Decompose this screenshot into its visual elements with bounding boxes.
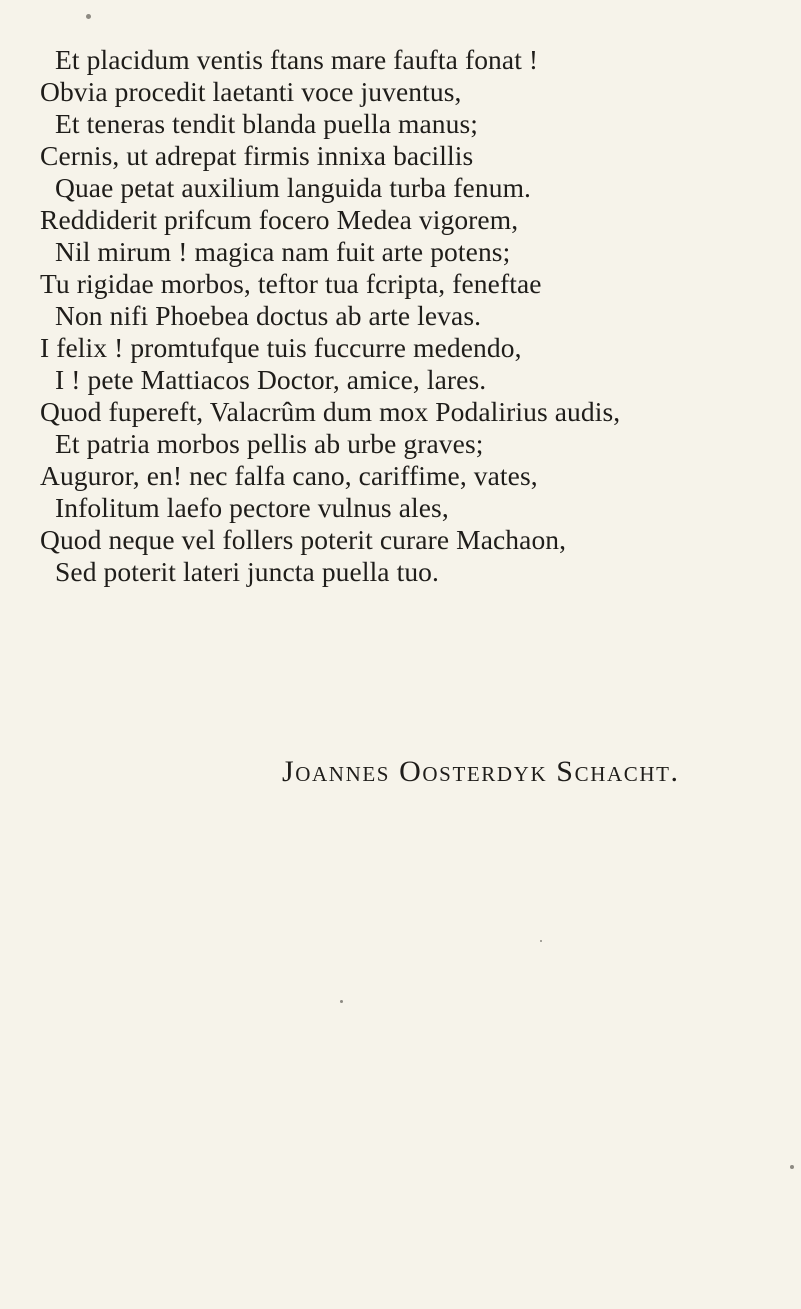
poem-line: Reddiderit prifcum focero Medea vigorem, xyxy=(40,204,519,235)
poem-line: Cernis, ut adrepat firmis innixa bacillis xyxy=(40,140,474,171)
poem-line: Quod neque vel follers poterit curare Machaon, xyxy=(40,524,567,555)
poem-line: Et patria morbos pellis ab urbe graves; xyxy=(55,428,484,459)
poem-line: Et placidum ventis ftans mare faufta fonat ! xyxy=(55,44,539,75)
poem-line: I ! pete Mattiacos Doctor, amice, lares. xyxy=(55,364,487,395)
author-signature: Joannes Oosterdyk Schacht. xyxy=(282,755,680,788)
ink-speck xyxy=(340,1000,343,1003)
poem-line: Auguror, en! nec falfa cano, cariffime, vates, xyxy=(40,460,538,491)
poem-line: Non nifi Phoebea doctus ab arte levas. xyxy=(55,300,482,331)
poem-line: Sed poterit lateri juncta puella tuo. xyxy=(55,556,439,587)
poem-line: Tu rigidae morbos, teftor tua fcripta, feneftae xyxy=(40,268,542,299)
poem-line: Infolitum laefo pectore vulnus ales, xyxy=(55,492,449,523)
poem-line: Quod fupereft, Valacrûm dum mox Podalirius audis, xyxy=(40,396,621,427)
poem-line: Obvia procedit laetanti voce juventus, xyxy=(40,76,462,107)
ink-speck xyxy=(86,14,91,19)
ink-speck xyxy=(540,940,542,942)
poem-line: Nil mirum ! magica nam fuit arte potens; xyxy=(55,236,511,267)
poem-line: Quae petat auxilium languida turba fenum. xyxy=(55,172,532,203)
poem-line: Et teneras tendit blanda puella manus; xyxy=(55,108,479,139)
ink-speck xyxy=(790,1165,794,1169)
poem-line: I felix ! promtufque tuis fuccurre medendo, xyxy=(40,332,522,363)
